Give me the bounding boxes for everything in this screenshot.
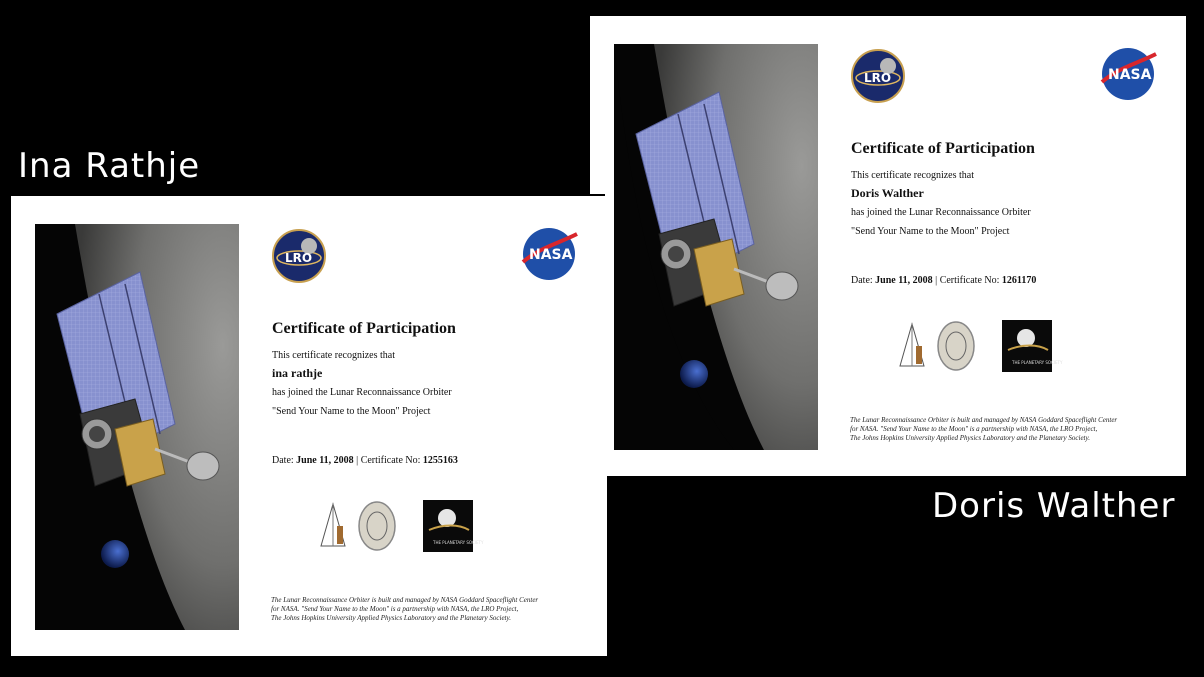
footer-line-3: The Johns Hopkins University Applied Physics Laboratory and the Planetary Society. — [850, 434, 1090, 442]
recognizes-line: This certificate recognizes that — [272, 350, 395, 361]
recognizes-line: This certificate recognizes that — [851, 170, 974, 181]
date-value: June 11, 2008 — [875, 275, 933, 286]
caption-doris-walther: Doris Walther — [932, 486, 1176, 526]
certificate-number-label: Certificate No: — [360, 455, 421, 466]
caption-ina-rathje: Ina Rathje — [18, 146, 201, 186]
date-value: June 11, 2008 — [296, 455, 354, 466]
date-line — [272, 455, 458, 466]
recipient-name: ina rathje — [272, 366, 323, 380]
lro-spacecraft-illustration — [35, 224, 239, 630]
certificate-title: Certificate of Participation — [851, 140, 1035, 157]
nasa-meatball-logo — [519, 226, 579, 286]
certificate-title: Certificate of Participation — [272, 320, 456, 337]
project-line: "Send Your Name to the Moon" Project — [851, 226, 1010, 237]
certificate-doris-walther — [590, 16, 1186, 476]
date-separator: | — [356, 455, 359, 466]
certificate-footer — [271, 596, 538, 623]
certificate-ina-rathje — [11, 196, 607, 656]
certificate-number-value: 1255163 — [422, 455, 458, 466]
johns-hopkins-seal-icon — [359, 502, 395, 550]
nasa-meatball-logo — [1098, 46, 1158, 106]
certificate-footer — [850, 416, 1117, 443]
johns-hopkins-seal-icon — [938, 322, 974, 370]
lro-spacecraft-illustration — [614, 44, 818, 450]
partner-logos — [892, 316, 1072, 376]
recipient-name: Doris Walther — [851, 186, 924, 200]
planetary-society-logo-icon — [1002, 320, 1063, 372]
nasa-logo-text: NASA — [1108, 67, 1152, 83]
date-label: Date: — [272, 455, 294, 466]
date-line — [851, 275, 1036, 286]
apl-logo-icon — [321, 504, 345, 546]
planetary-society-logo-icon — [423, 500, 484, 552]
lro-logo — [271, 228, 327, 288]
joined-line: has joined the Lunar Reconnaissance Orbiter — [851, 207, 1031, 218]
planetary-society-text: THE PLANETARY SOCIETY — [1012, 360, 1063, 365]
date-label: Date: — [851, 275, 873, 286]
joined-line: has joined the Lunar Reconnaissance Orbiter — [272, 387, 452, 398]
lro-logo — [850, 48, 906, 108]
planetary-society-text: THE PLANETARY SOCIETY — [433, 540, 484, 545]
date-separator: | — [935, 275, 938, 286]
nasa-logo-text: NASA — [529, 247, 573, 263]
project-line: "Send Your Name to the Moon" Project — [272, 406, 431, 417]
footer-line-2: for NASA. "Send Your Name to the Moon" is a partnership with NASA, the LRO Project, — [850, 425, 1098, 433]
certificate-number-value: 1261170 — [1001, 275, 1037, 286]
footer-line-3: The Johns Hopkins University Applied Physics Laboratory and the Planetary Society. — [271, 614, 511, 622]
certificate-number-label: Certificate No: — [939, 275, 1000, 286]
partner-logos — [313, 496, 493, 556]
footer-line-1: The Lunar Reconnaissance Orbiter is built and managed by NASA Goddard Spaceflight Center — [850, 416, 1118, 424]
lro-logo-text: LRO — [285, 251, 313, 265]
lro-logo-text: LRO — [864, 71, 892, 85]
footer-line-2: for NASA. "Send Your Name to the Moon" is a partnership with NASA, the LRO Project, — [271, 605, 519, 613]
apl-logo-icon — [900, 324, 924, 366]
footer-line-1: The Lunar Reconnaissance Orbiter is built and managed by NASA Goddard Spaceflight Center — [271, 596, 539, 604]
